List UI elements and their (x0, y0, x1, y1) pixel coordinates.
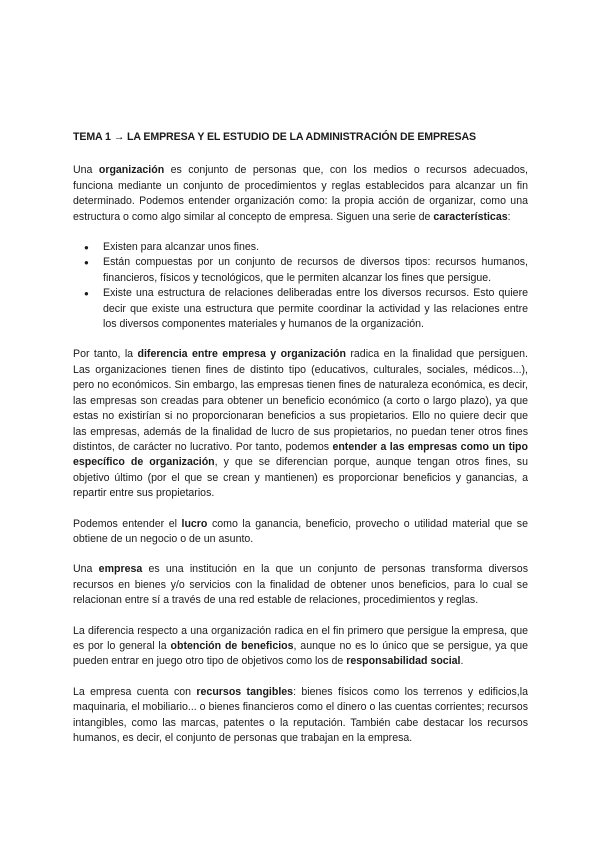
document-page (73, 130, 528, 761)
paragraph-recursos: La empresa cuenta con recursos tangibles: bienes físicos como los terrenos y edificios,la maquinaria, el mobiliario... o bienes financieros como el dinero o las cuentas corrientes; recursos intangibles, como las marcas, patentes o la reputación. También cabe destacar los recursos humanos, es decir, el conjunto de personas que trabajan en la empresa. (73, 685, 528, 744)
paragraph-objetivos: La diferencia respecto a una organización radica en el fin primero que persigue la empresa, que es por lo general la obtención de beneficios, aunque no es lo único que se persigue, ya que pueden entrar en juego otro tipo de objetivos como los de responsabilidad social. (73, 624, 528, 668)
paragraph-diferencia: Por tanto, la diferencia entre empresa y organización radica en la finalidad que persiguen. Las organizaciones tienen fines de distinto tipo (educativos, culturales, sociales, médicos...), pero no económicos. Sin embargo, las empresas tienen fines de naturaleza económica, es decir, las empresas son creadas para obtener un beneficio económico (a corto o largo plazo), ya que estas no existirían si no proporcionaran beneficios a sus propietarios. Ello no quiere decir que las empresas, además de la finalidad de lucro de sus propietarios, no puedan tener otros fines distintos, de carácter no lucrativo. Por tanto, podemos entender a las empresas como un tipo específico de organización, y que se diferencian porque, aunque tengan otros fines, su objetivo último (por el que se crean y mantienen) es proporcionar beneficios y ganancias, a repartir entre sus propietarios. (73, 348, 528, 500)
paragraph-lucro: Podemos entender el lucro como la ganancia, beneficio, provecho o utilidad material que se obtiene de un negocio o de un asunto. (73, 517, 528, 545)
characteristics-list (73, 240, 528, 332)
paragraph-organizacion: Una organización es conjunto de personas que, con los medios o recursos adecuados, funciona mediante un conjunto de procedimientos y reglas establecidos para alcanzar un fin determinado. Podemos entender organización como: la propia acción de organizar, como una estructura o como algo similar al concepto de empresa. Siguen una serie de características: (73, 164, 528, 223)
list-item: ● Están compuestas por un conjunto de recursos de diversos tipos: recursos humanos, financieros, físicos y tecnológicos, que le permiten alcanzar los fines que persigue. (103, 255, 528, 286)
list-item: ● Existen para alcanzar unos fines. (103, 240, 528, 255)
page-title: TEMA 1 → LA EMPRESA Y EL ESTUDIO DE LA ADMINISTRACIÓN DE EMPRESAS (73, 131, 476, 143)
list-item: ● Existe una estructura de relaciones deliberadas entre los diversos recursos. Esto quiere decir que existe una estructura que permite coordinar la actividad y las relaciones entre los diversos componentes materiales y humanos de la organización. (103, 286, 528, 332)
paragraph-empresa: Una empresa es una institución en la que un conjunto de personas transforma diversos recursos en bienes y/o servicios con la finalidad de obtener unos beneficios, para lo cual se relacionan entre sí a través de una red estable de relaciones, procedimientos y reglas. (73, 563, 528, 607)
